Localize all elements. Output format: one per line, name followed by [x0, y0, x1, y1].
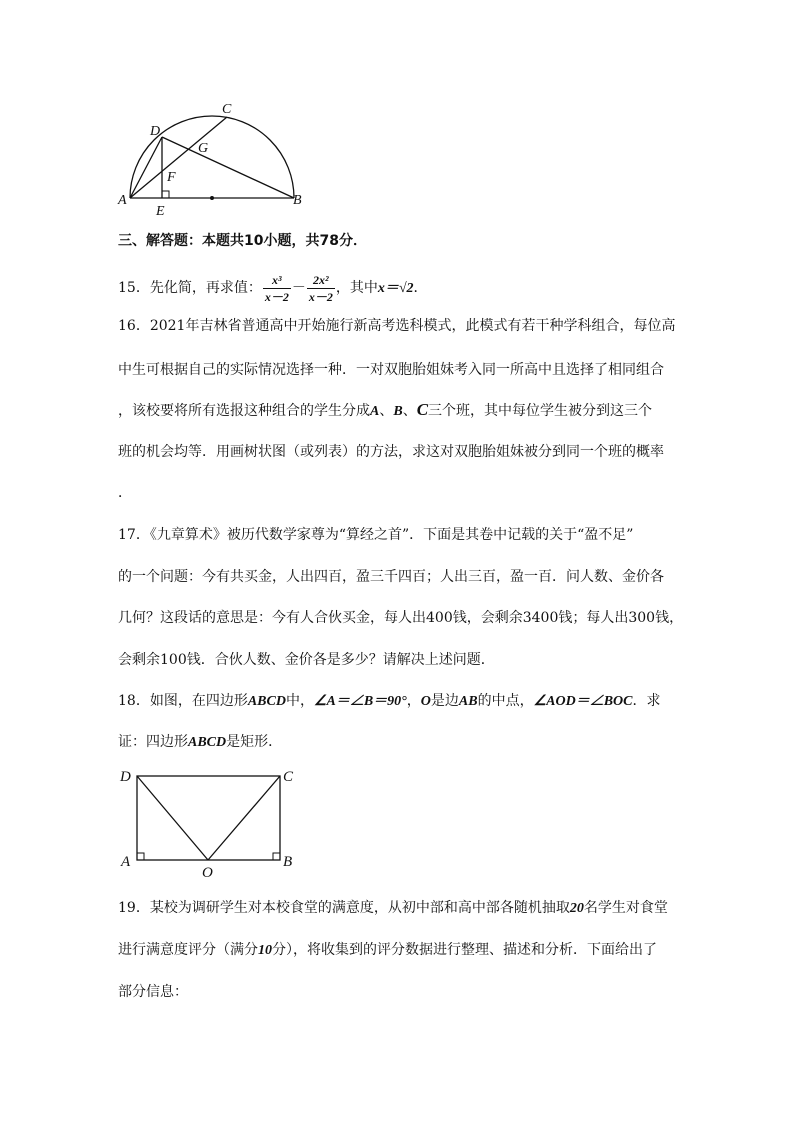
- q15-condition: x＝√2: [377, 281, 414, 296]
- label-C: C: [222, 102, 232, 117]
- label-D: D: [120, 769, 131, 785]
- q17-line-2: 的一个问题：今有共买金，人出四百，盈三千四百；人出三百，盈一百．问人数、金价各: [118, 569, 664, 585]
- frac1-numerator: x³: [263, 272, 291, 289]
- right-angle-mark-E: [162, 191, 169, 198]
- label-E: E: [156, 204, 165, 219]
- q17-line-1: 17．《九章算术》被历代数学家尊为“算经之首”．下面是其卷中记载的关于“盈不足”: [118, 527, 634, 543]
- label-D: D: [150, 124, 161, 139]
- semicircle-figure: [112, 95, 312, 220]
- section-heading: 三、解答题：本题共10小题，共78分．: [118, 233, 367, 249]
- aod-expr: ∠AOD＝∠BOC: [533, 694, 633, 709]
- rectangle-ABCD: [137, 776, 280, 860]
- q16-line-5: ．: [118, 485, 132, 501]
- quad-ABCD: ABCD: [247, 694, 286, 709]
- q19-line-1: [118, 899, 668, 918]
- q18-p1: 18．如图，在四边形: [118, 693, 248, 709]
- center-point: [210, 196, 214, 200]
- segment-OC: [208, 776, 280, 860]
- q19-line2-end: 分），将收集到的评分数据进行整理、描述和分析．下面给出了: [272, 942, 657, 958]
- segment-DB: [162, 137, 294, 198]
- segment-OD: [137, 776, 208, 860]
- class-A: A: [370, 404, 380, 419]
- q19-line2-start: 进行满意度评分（满分: [118, 942, 258, 958]
- label-C: C: [283, 769, 294, 785]
- segment-AD: [130, 137, 162, 198]
- class-C: C: [416, 400, 429, 419]
- sep-1: 、: [379, 403, 394, 419]
- number-10: 10: [258, 943, 272, 958]
- q18-line-2: [118, 733, 282, 752]
- class-B: B: [393, 404, 403, 419]
- point-O: O: [420, 694, 431, 709]
- q15-mid: ，其中: [335, 280, 378, 296]
- q18-p2: 中，: [285, 693, 314, 709]
- label-G: G: [198, 141, 209, 156]
- q18-p4: 是边: [430, 693, 459, 709]
- q17-line-4: 会剩余100钱．合伙人数、金价各是多少？请解决上述问题．: [118, 652, 495, 668]
- right-angle-mark-A: [137, 853, 144, 860]
- rectangle-figure: [112, 760, 312, 880]
- label-B: B: [293, 193, 302, 208]
- label-F: F: [167, 170, 176, 185]
- segment-AB: AB: [458, 694, 478, 709]
- question-15: [118, 268, 428, 308]
- label-A: A: [118, 193, 127, 208]
- q18-line-1: [118, 692, 661, 711]
- q15-end: ．: [413, 280, 428, 296]
- right-angle-mark-B: [273, 853, 280, 860]
- label-A: A: [121, 854, 131, 870]
- label-B: B: [283, 854, 293, 870]
- q15-prefix: 15．先化简，再求值：: [118, 280, 262, 296]
- q16-line-2: 中生可根据自己的实际情况选择一种．一对双胞胎姐妹考入同一所高中且选择了相同组合: [118, 362, 664, 378]
- q18-p5: 的中点，: [477, 693, 534, 709]
- angles-expr: ∠A＝∠B＝90°: [313, 694, 407, 709]
- q19-line-3: 部分信息：: [118, 984, 188, 1000]
- number-20: 20: [569, 901, 584, 916]
- fraction-2: [307, 272, 335, 305]
- q18-line2-end: 是矩形．: [226, 734, 283, 750]
- quad-ABCD-2: ABCD: [188, 735, 227, 750]
- q16-line-1: 16．2021年吉林省普通高中开始施行新高考选科模式，此模式有若干种学科组合，每位高: [118, 318, 676, 334]
- q18-p6: ．求: [632, 693, 661, 709]
- q19-line-2: [118, 941, 657, 960]
- frac2-denominator: x－2: [308, 289, 333, 304]
- frac2-numerator: 2x²: [307, 272, 335, 289]
- q16-line-3: [118, 401, 652, 421]
- fraction-1: [263, 272, 291, 305]
- minus-sign: －: [291, 280, 306, 296]
- q16-line-4: 班的机会均等．用画树状图（或列表）的方法，求这对双胞胎姐妹被分到同一个班的概率: [118, 444, 664, 460]
- q19-line1-start: 19．某校为调研学生对本校食堂的满意度，从初中部和高中部各随机抽取: [118, 900, 570, 916]
- q16-line3-start: ，该校要将所有选报这种组合的学生分成: [118, 403, 370, 419]
- q18-line2-start: 证：四边形: [118, 734, 188, 750]
- q19-line1-end: 名学生对食堂: [583, 900, 668, 916]
- sep-2: 、: [402, 403, 417, 419]
- q17-line-3: 几何？这段话的意思是：今有人合伙买金，每人出400钱，会剩余3400钱；每人出300钱，: [118, 610, 684, 626]
- label-O: O: [202, 865, 213, 880]
- q18-p3: ，: [406, 693, 421, 709]
- segment-AC: [130, 117, 227, 198]
- frac1-denominator: x－2: [264, 289, 289, 304]
- q16-line3-end: 三个班，其中每位学生被分到这三个: [428, 403, 653, 419]
